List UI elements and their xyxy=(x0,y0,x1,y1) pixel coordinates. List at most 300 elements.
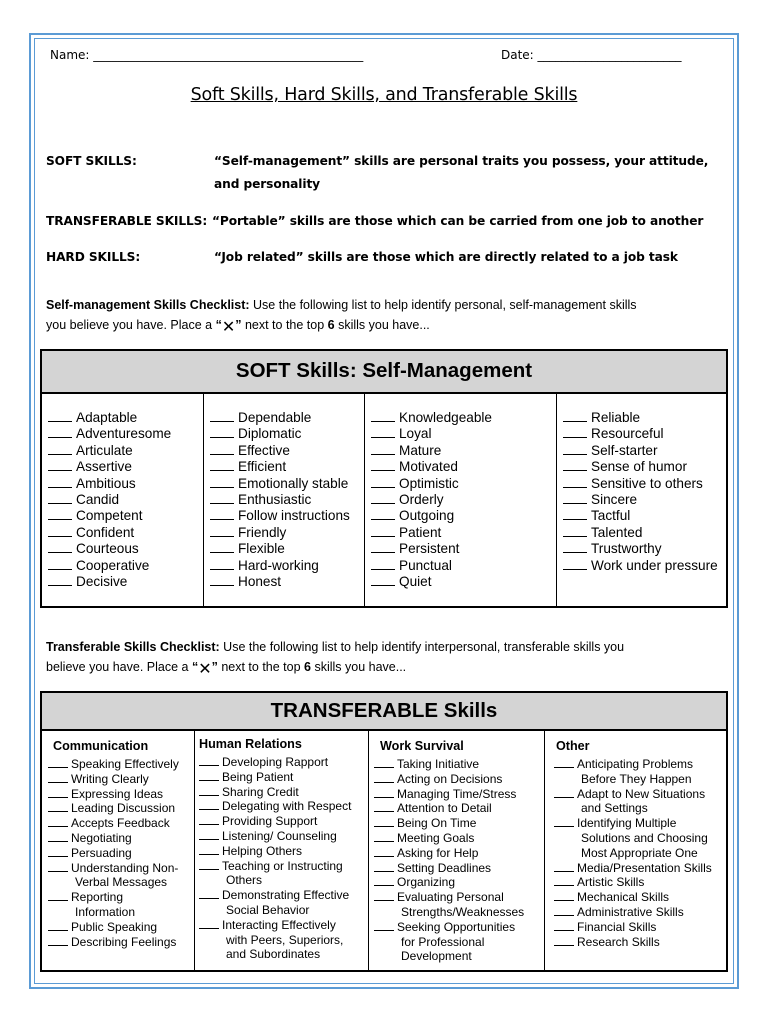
checkbox-blank-line[interactable] xyxy=(374,861,394,872)
def-hard-term: HARD SKILLS: xyxy=(46,250,141,264)
soft-skill-label: Honest xyxy=(238,574,282,590)
transferable-skill-item xyxy=(48,846,194,861)
name-field: Name: _____________________________________________ xyxy=(50,48,364,62)
transferable-skill-item xyxy=(554,905,726,920)
transferable-skill-item xyxy=(48,757,194,772)
checkbox-blank-line[interactable] xyxy=(563,558,587,570)
checkbox-blank-line[interactable] xyxy=(48,492,72,504)
transferable-skill-label-cont: with Peers, Superiors, xyxy=(226,932,344,947)
transferable-skill-label-cont: Verbal Messages xyxy=(75,875,168,890)
checkbox-blank-line[interactable] xyxy=(371,410,395,422)
def-soft-text-2: and personality xyxy=(214,177,321,191)
checkbox-blank-line[interactable] xyxy=(210,574,234,586)
soft-skill-item xyxy=(371,426,556,442)
transferable-skills-box xyxy=(40,691,728,972)
transferable-skill-item xyxy=(48,801,194,816)
quote-close: ” xyxy=(211,660,218,674)
soft-skill-label: Efficient xyxy=(238,459,287,475)
transferable-skill-item xyxy=(199,829,368,844)
checkbox-blank-line[interactable] xyxy=(48,574,72,586)
soft-column-3 xyxy=(364,394,556,606)
checkbox-blank-line[interactable] xyxy=(374,831,394,842)
transferable-skill-label: Acting on Decisions xyxy=(397,771,503,786)
transferable-skill-label: Managing Time/Stress xyxy=(397,786,517,801)
soft-column-4 xyxy=(556,394,726,606)
soft-skill-label: Adventuresome xyxy=(76,426,172,442)
checkbox-blank-line[interactable] xyxy=(210,525,234,537)
transferable-skill-label: Accepts Feedback xyxy=(71,816,170,831)
transferable-skill-label-cont: Before They Happen xyxy=(581,771,692,786)
checkbox-blank-line[interactable] xyxy=(374,875,394,886)
checkbox-blank-line[interactable] xyxy=(374,846,394,857)
transferable-skill-label-cont: Others xyxy=(226,873,263,888)
soft-skill-item xyxy=(48,476,203,492)
soft-skill-label: Trustworthy xyxy=(591,541,662,557)
transferable-skill-item xyxy=(374,861,544,876)
soft-skill-label: Hard-working xyxy=(238,557,319,573)
soft-skill-label: Competent xyxy=(76,508,143,524)
transferable-skill-label: Developing Rapport xyxy=(222,755,329,769)
transferable-skill-item xyxy=(554,890,726,905)
checkbox-blank-line[interactable] xyxy=(563,443,587,455)
checkbox-blank-line[interactable] xyxy=(374,920,394,931)
soft-skill-item xyxy=(48,574,203,590)
checkbox-blank-line[interactable] xyxy=(371,476,395,488)
soft-skill-label: Motivated xyxy=(399,459,458,475)
transferable-skill-item xyxy=(554,935,726,950)
soft-intro-text-2: you believe you have. Place a xyxy=(46,318,216,332)
checkbox-blank-line[interactable] xyxy=(199,859,219,870)
checkbox-blank-line[interactable] xyxy=(371,459,395,471)
checkbox-blank-line[interactable] xyxy=(48,890,68,901)
transferable-skill-item xyxy=(374,787,544,802)
checkbox-blank-line[interactable] xyxy=(563,508,587,520)
transferable-skill-label: Listening/ Counseling xyxy=(222,828,337,843)
soft-skill-item xyxy=(48,492,203,508)
checkbox-blank-line[interactable] xyxy=(374,772,394,783)
soft-skill-item xyxy=(563,558,726,574)
soft-skill-item xyxy=(371,492,556,508)
checkbox-blank-line[interactable] xyxy=(48,831,68,842)
soft-skill-item xyxy=(371,558,556,574)
trans-column-other xyxy=(544,731,726,970)
transferable-skills-heading: TRANSFERABLE Skills xyxy=(42,693,726,731)
soft-skill-label: Follow instructions xyxy=(238,508,350,524)
checkbox-blank-line[interactable] xyxy=(563,410,587,422)
soft-skill-item xyxy=(371,508,556,524)
transferable-skill-label: Expressing Ideas xyxy=(71,786,164,801)
x-mark-icon: ✕ xyxy=(221,319,236,336)
transferable-skill-label-cont: Most Appropriate One xyxy=(581,845,698,860)
soft-skill-item xyxy=(563,525,726,541)
transferable-skill-item xyxy=(48,920,194,935)
transferable-skill-label-cont: Social Behavior xyxy=(226,902,310,917)
soft-skill-item xyxy=(563,508,726,524)
soft-skill-item xyxy=(563,476,726,492)
checkbox-blank-line[interactable] xyxy=(374,890,394,901)
checkbox-blank-line[interactable] xyxy=(210,410,234,422)
checkbox-blank-line[interactable] xyxy=(199,770,219,781)
checkbox-blank-line[interactable] xyxy=(199,844,219,855)
transferable-skill-item xyxy=(374,816,544,831)
soft-skill-label: Mature xyxy=(399,442,442,458)
checkbox-blank-line[interactable] xyxy=(48,558,72,570)
checkbox-blank-line[interactable] xyxy=(48,525,72,537)
checkbox-blank-line[interactable] xyxy=(48,426,72,438)
checkbox-blank-line[interactable] xyxy=(563,525,587,537)
soft-skill-label: Knowledgeable xyxy=(399,410,492,425)
checkbox-blank-line[interactable] xyxy=(48,757,68,768)
quote-open: “ xyxy=(191,660,199,674)
soft-skill-item xyxy=(563,459,726,475)
soft-skill-label: Cooperative xyxy=(76,557,150,573)
soft-skill-label: Adaptable xyxy=(76,410,138,425)
soft-skill-item xyxy=(48,558,203,574)
transferable-skill-item xyxy=(554,816,726,860)
transferable-skill-item xyxy=(374,890,544,920)
soft-skill-label: Reliable xyxy=(591,410,641,425)
soft-skill-label: Resourceful xyxy=(591,426,664,442)
transferable-skill-item xyxy=(374,757,544,772)
trans-column-heading: Other xyxy=(556,739,590,753)
transferable-skill-label: Attention to Detail xyxy=(397,801,492,816)
checkbox-blank-line[interactable] xyxy=(210,443,234,455)
transferable-skill-label-cont: Development xyxy=(401,949,472,964)
soft-skill-item xyxy=(48,426,203,442)
trans-column-heading: Communication xyxy=(53,739,149,753)
soft-skill-item xyxy=(563,443,726,459)
soft-skill-item xyxy=(210,574,364,590)
soft-skill-item xyxy=(210,525,364,541)
transferable-skill-label: Anticipating Problems xyxy=(577,757,694,771)
checkbox-blank-line[interactable] xyxy=(48,508,72,520)
checkbox-blank-line[interactable] xyxy=(48,410,72,422)
checkbox-blank-line[interactable] xyxy=(374,801,394,812)
soft-skill-label: Emotionally stable xyxy=(238,475,349,491)
checkbox-blank-line[interactable] xyxy=(48,541,72,553)
transferable-skill-label: Leading Discussion xyxy=(71,801,176,816)
checkbox-blank-line[interactable] xyxy=(563,541,587,553)
x-mark-icon: ✕ xyxy=(198,661,212,678)
def-soft-text: “Self-management” skills are personal traits you possess, your attitude, xyxy=(214,154,709,168)
soft-skill-label: Punctual xyxy=(399,557,452,573)
checkbox-blank-line[interactable] xyxy=(371,541,395,553)
soft-skill-item xyxy=(371,443,556,459)
soft-skill-item xyxy=(371,459,556,475)
soft-skill-label: Persistent xyxy=(399,541,460,557)
checkbox-blank-line[interactable] xyxy=(48,801,68,812)
checkbox-blank-line[interactable] xyxy=(371,426,395,438)
soft-skill-label: Orderly xyxy=(399,492,444,508)
transferable-skill-item xyxy=(199,859,368,889)
transferable-skill-item xyxy=(199,844,368,859)
date-field: Date: ________________________ xyxy=(501,48,682,62)
soft-column-2 xyxy=(203,394,364,606)
transferable-skill-item xyxy=(554,757,726,787)
checkbox-blank-line[interactable] xyxy=(48,772,68,783)
transferable-skill-label: Meeting Goals xyxy=(397,830,475,845)
soft-column-1 xyxy=(42,394,203,606)
transferable-skill-label-cont: Solutions and Choosing xyxy=(581,830,708,845)
transferable-skills-columns xyxy=(42,731,726,970)
transferable-skill-label-cont: for Professional xyxy=(401,934,485,949)
checkbox-blank-line[interactable] xyxy=(210,541,234,553)
soft-skill-label: Quiet xyxy=(399,574,432,590)
soft-skill-item xyxy=(210,541,364,557)
transferable-skill-label: Seeking Opportunities xyxy=(397,919,516,934)
checkbox-blank-line[interactable] xyxy=(48,443,72,455)
transferable-skill-item xyxy=(199,888,368,918)
checkbox-blank-line[interactable] xyxy=(554,787,574,798)
transferable-skill-item xyxy=(48,831,194,846)
transferable-skill-label: Persuading xyxy=(71,845,132,860)
checkbox-blank-line[interactable] xyxy=(199,755,219,766)
transferable-skill-label: Identifying Multiple xyxy=(577,816,677,831)
checkbox-blank-line[interactable] xyxy=(374,816,394,827)
transferable-skill-item xyxy=(554,787,726,817)
transferable-skill-item xyxy=(554,920,726,935)
soft-skill-label: Assertive xyxy=(76,459,132,475)
checkbox-blank-line[interactable] xyxy=(48,787,68,798)
checkbox-blank-line[interactable] xyxy=(563,476,587,488)
soft-intro-text: Use the following list to help identify personal, self-management skills xyxy=(249,298,637,312)
soft-skill-item xyxy=(371,410,556,426)
checkbox-blank-line[interactable] xyxy=(199,918,219,929)
transferable-skill-label: Taking Initiative xyxy=(397,757,480,771)
soft-skill-label: Courteous xyxy=(76,541,139,557)
trans-column-human-relations xyxy=(194,731,368,970)
soft-skill-label: Self-starter xyxy=(591,442,658,458)
transferable-skill-item xyxy=(48,772,194,787)
transferable-skill-label: Interacting Effectively xyxy=(222,917,336,932)
transferable-skill-label: Public Speaking xyxy=(71,919,158,934)
soft-skill-item xyxy=(563,410,726,426)
transferable-skill-label: Writing Clearly xyxy=(71,771,149,786)
checkbox-blank-line[interactable] xyxy=(371,558,395,570)
transferable-skill-label: Providing Support xyxy=(222,814,318,829)
checkbox-blank-line[interactable] xyxy=(371,574,395,586)
transferable-skill-item xyxy=(48,787,194,802)
checkbox-blank-line[interactable] xyxy=(371,508,395,520)
checkbox-blank-line[interactable] xyxy=(210,459,234,471)
soft-skill-label: Flexible xyxy=(238,541,285,557)
checkbox-blank-line[interactable] xyxy=(210,426,234,438)
checkbox-blank-line[interactable] xyxy=(554,920,574,931)
trans-intro-text-2: believe you have. Place a xyxy=(46,660,192,674)
checkbox-blank-line[interactable] xyxy=(563,459,587,471)
soft-skill-label: Optimistic xyxy=(399,475,459,491)
transferable-skill-label: Administrative Skills xyxy=(577,904,684,919)
transferable-skill-label-cont: and Settings xyxy=(581,801,648,816)
soft-skill-item xyxy=(563,492,726,508)
soft-skill-label: Outgoing xyxy=(399,508,455,524)
transferable-skill-label-cont: Strengths/Weaknesses xyxy=(401,904,525,919)
soft-skill-label: Articulate xyxy=(76,442,133,458)
transferable-skill-label: Being On Time xyxy=(397,816,477,831)
transferable-skill-label: Setting Deadlines xyxy=(397,860,492,875)
soft-skill-label: Effective xyxy=(238,442,290,458)
trans-column-work-survival xyxy=(368,731,544,970)
checkbox-blank-line[interactable] xyxy=(374,787,394,798)
soft-skill-item xyxy=(210,426,364,442)
soft-skill-item xyxy=(371,476,556,492)
checkbox-blank-line[interactable] xyxy=(210,492,234,504)
transferable-skill-item xyxy=(554,861,726,876)
soft-skill-label: Confident xyxy=(76,524,135,540)
transferable-skill-item xyxy=(374,831,544,846)
trans-intro-text-4: skills you have... xyxy=(310,660,407,674)
soft-skill-label: Tactful xyxy=(591,508,631,524)
soft-skill-label: Patient xyxy=(399,524,442,540)
checkbox-blank-line[interactable] xyxy=(199,888,219,899)
skill-count: 6 xyxy=(304,660,311,674)
soft-skill-label: Talented xyxy=(591,524,643,540)
soft-skill-label: Sense of humor xyxy=(591,459,687,475)
checkbox-blank-line[interactable] xyxy=(210,476,234,488)
checkbox-blank-line[interactable] xyxy=(48,935,68,946)
transferable-skill-item xyxy=(199,918,368,962)
transferable-skill-label: Teaching or Instructing xyxy=(222,858,343,873)
checkbox-blank-line[interactable] xyxy=(554,757,574,768)
soft-skill-label: Friendly xyxy=(238,524,287,540)
checkbox-blank-line[interactable] xyxy=(199,799,219,810)
soft-skill-item xyxy=(563,541,726,557)
checkbox-blank-line[interactable] xyxy=(371,443,395,455)
checkbox-blank-line[interactable] xyxy=(210,508,234,520)
transferable-skill-item xyxy=(199,770,368,785)
soft-skill-label: Diplomatic xyxy=(238,426,302,442)
transferable-skill-label: Demonstrating Effective xyxy=(222,888,350,903)
transferable-skill-label: Mechanical Skills xyxy=(577,890,670,905)
soft-skills-columns xyxy=(42,394,726,606)
trans-column-heading: Work Survival xyxy=(380,739,464,753)
transferable-skill-label: Sharing Credit xyxy=(222,784,299,799)
transferable-skill-item xyxy=(199,814,368,829)
transferable-skill-label: Being Patient xyxy=(222,769,294,784)
quote-open: “ xyxy=(215,318,222,332)
transferable-skill-item xyxy=(48,861,194,891)
soft-skill-item xyxy=(48,541,203,557)
checkbox-blank-line[interactable] xyxy=(48,861,68,872)
soft-intro-lead: Self-management Skills Checklist: xyxy=(46,298,250,312)
page-title: Soft Skills, Hard Skills, and Transferable Skills xyxy=(190,85,578,105)
soft-skill-label: Sincere xyxy=(591,492,638,508)
soft-skills-heading: SOFT Skills: Self-Management xyxy=(42,351,726,394)
soft-skill-item xyxy=(371,574,556,590)
transferable-skill-item xyxy=(374,846,544,861)
checkbox-blank-line[interactable] xyxy=(554,875,574,886)
checkbox-blank-line[interactable] xyxy=(554,816,574,827)
soft-skill-item xyxy=(48,459,203,475)
checkbox-blank-line[interactable] xyxy=(199,814,219,825)
transferable-skill-label: Organizing xyxy=(397,875,456,890)
soft-skill-label: Ambitious xyxy=(76,475,136,491)
soft-intro-line2 xyxy=(46,317,430,337)
skill-count: 6 xyxy=(327,318,335,332)
soft-skill-item xyxy=(210,476,364,492)
checkbox-blank-line[interactable] xyxy=(48,846,68,857)
soft-skills-box xyxy=(40,349,728,608)
transferable-skill-item xyxy=(374,875,544,890)
transferable-skill-label: Helping Others xyxy=(222,843,303,858)
checkbox-blank-line[interactable] xyxy=(48,920,68,931)
soft-skill-label: Sensitive to others xyxy=(591,475,703,491)
trans-column-communication xyxy=(42,731,194,970)
soft-skill-item xyxy=(48,525,203,541)
checkbox-blank-line[interactable] xyxy=(371,525,395,537)
soft-intro-line1 xyxy=(46,298,637,312)
soft-skill-item xyxy=(563,426,726,442)
soft-intro-text-4: skills you have... xyxy=(334,318,430,332)
checkbox-blank-line[interactable] xyxy=(199,785,219,796)
soft-skill-label: Work under pressure xyxy=(591,557,718,573)
transferable-skill-label: Negotiating xyxy=(71,830,132,845)
quote-close: ” xyxy=(235,318,242,332)
soft-intro-text-3: next to the top xyxy=(241,318,328,332)
checkbox-blank-line[interactable] xyxy=(563,426,587,438)
checkbox-blank-line[interactable] xyxy=(48,459,72,471)
soft-skill-item xyxy=(371,541,556,557)
soft-skill-item xyxy=(48,410,203,426)
trans-intro-lead: Transferable Skills Checklist: xyxy=(46,640,220,654)
def-soft-term: SOFT SKILLS: xyxy=(46,154,137,168)
soft-skill-item xyxy=(210,410,364,426)
checkbox-blank-line[interactable] xyxy=(554,935,574,946)
soft-skill-label: Candid xyxy=(76,492,120,508)
soft-skill-item xyxy=(48,508,203,524)
transferable-skill-item xyxy=(199,799,368,814)
soft-skill-item xyxy=(210,443,364,459)
checkbox-blank-line[interactable] xyxy=(371,492,395,504)
transferable-skill-label: Artistic Skills xyxy=(577,875,645,890)
transferable-skill-label: Speaking Effectively xyxy=(71,757,179,771)
checkbox-blank-line[interactable] xyxy=(48,476,72,488)
trans-intro-line2 xyxy=(46,659,406,679)
checkbox-blank-line[interactable] xyxy=(374,757,394,768)
transferable-skill-item xyxy=(48,890,194,920)
soft-skill-label: Enthusiastic xyxy=(238,492,312,508)
transferable-skill-label: Research Skills xyxy=(577,934,660,949)
transferable-skill-label: Reporting xyxy=(71,890,124,905)
trans-column-heading: Human Relations xyxy=(199,737,302,751)
checkbox-blank-line[interactable] xyxy=(210,558,234,570)
transferable-skill-item xyxy=(374,772,544,787)
transferable-skill-label: Delegating with Respect xyxy=(222,799,352,814)
soft-skill-item xyxy=(210,459,364,475)
transferable-skill-item xyxy=(199,755,368,770)
transferable-skill-label-cont: and Subordinates xyxy=(226,947,321,962)
checkbox-blank-line[interactable] xyxy=(199,829,219,840)
soft-skill-item xyxy=(210,508,364,524)
checkbox-blank-line[interactable] xyxy=(554,861,574,872)
soft-skill-item xyxy=(210,492,364,508)
transferable-skill-label: Asking for Help xyxy=(397,845,479,860)
soft-skill-label: Dependable xyxy=(238,410,312,425)
transferable-skill-label: Financial Skills xyxy=(577,919,657,934)
transferable-skill-label: Adapt to New Situations xyxy=(577,786,706,801)
checkbox-blank-line[interactable] xyxy=(554,905,574,916)
transferable-skill-label: Evaluating Personal xyxy=(397,890,504,905)
soft-skill-label: Loyal xyxy=(399,426,432,442)
checkbox-blank-line[interactable] xyxy=(48,816,68,827)
transferable-skill-item xyxy=(199,785,368,800)
soft-skill-item xyxy=(48,443,203,459)
transferable-skill-item xyxy=(374,920,544,964)
checkbox-blank-line[interactable] xyxy=(563,492,587,504)
transferable-skill-item xyxy=(48,935,194,950)
checkbox-blank-line[interactable] xyxy=(554,890,574,901)
trans-intro-text-3: next to the top xyxy=(217,660,305,674)
